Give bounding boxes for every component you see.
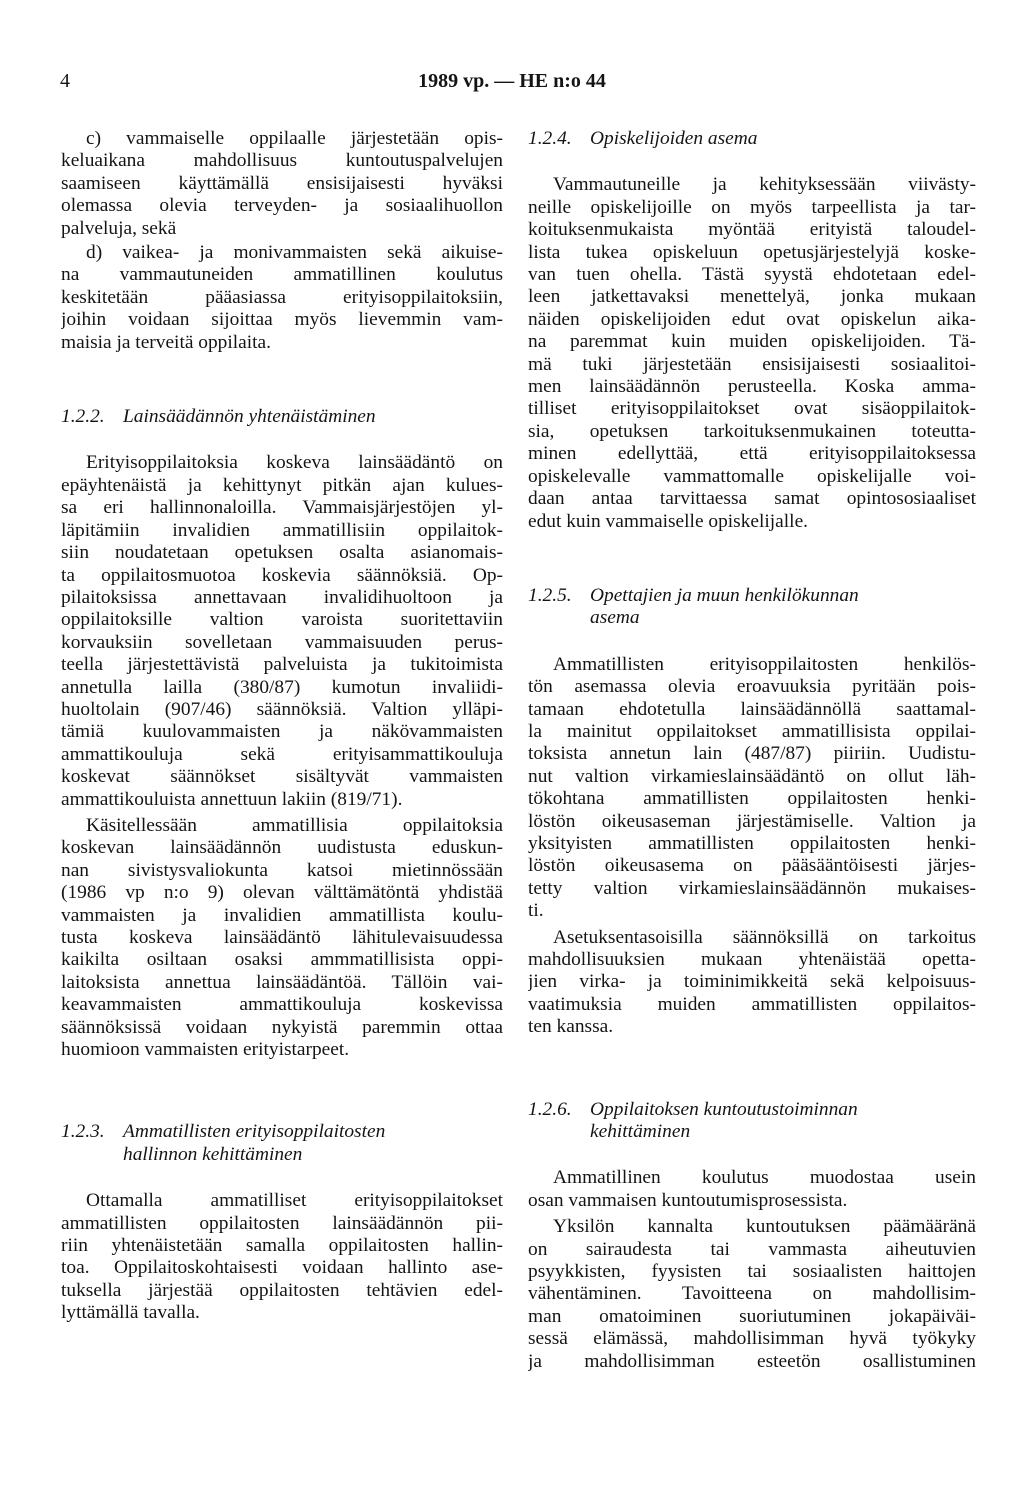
paragraph — [61, 1190, 503, 1324]
text-line: la mainitut oppilaitokset ammatillisista oppilai- — [528, 720, 976, 742]
text-line: Ammatillisten erityisoppilaitosten henkilös- — [553, 653, 976, 675]
text-line: keluaikana mahdollisuus kuntoutuspalvelujen — [61, 150, 503, 172]
text-line: saamiseen käyttämällä ensisijaisesti hyväksi — [61, 172, 503, 194]
paragraph — [528, 174, 976, 533]
left-column — [61, 128, 503, 1325]
text-line: toa. Oppilaitoskohtaisesti voidaan hallinto ase- — [61, 1257, 503, 1279]
text-line: Yksilön kannalta kuntoutuksen päämääränä — [553, 1216, 976, 1238]
text-line: ten kanssa. — [528, 1016, 614, 1038]
text-line: minen edellyttää, että erityisoppilaitoksessa — [528, 443, 976, 465]
text-line: tamaan ehdotetulla lainsäädännöllä saattamal- — [528, 698, 976, 720]
text-line: lista tukea opiskeluun opetusjärjestelyjä koske- — [528, 241, 976, 263]
text-line: korvauksiin sovelletaan vammaisuuden perus- — [61, 631, 503, 653]
text-line: (1986 vp n:o 9) olevan välttämätöntä yhdistää — [61, 882, 503, 904]
section-number: 1.2.5. — [528, 584, 572, 606]
list-item-c — [61, 128, 503, 150]
text-line: oppilaitoksille valtion varoista suoritettaviin — [61, 609, 503, 631]
text-line: man omatoiminen suoriutuminen jokapäiväi- — [528, 1305, 976, 1327]
text-line: tuksella järjestää oppilaitosten tehtävien edel- — [61, 1279, 503, 1301]
text-line: ammattikouluista annettuun lakiin (819/71). — [61, 788, 403, 810]
text-line: ta oppilaitosmuotoa koskevia säännöksiä. Op- — [61, 564, 503, 586]
text-line: ammattikouluja sekä erityisammattikouluja — [61, 743, 503, 765]
text-line: c) vammaiselle oppilaalle järjestetään opis- — [86, 128, 503, 149]
text-line: vähentäminen. Tavoitteena on mahdollisim- — [528, 1283, 976, 1305]
section-number: 1.2.6. — [528, 1098, 572, 1120]
text-line: vammaisten ja invalidien ammatillista koulu- — [61, 904, 503, 926]
text-line: löstön oikeusasema on pääsääntöisesti järjes- — [528, 855, 976, 877]
text-line: daan antaa tarvittaessa samat opintososiaaliset — [528, 488, 976, 510]
text-line: mahdollisuuksien mukaan yhtenäistää opetta- — [528, 949, 976, 970]
text-line: Käsitellessään ammatillisia oppilaitoksia — [86, 814, 503, 836]
text-line: koskevan lainsäädännön uudistusta eduskun- — [61, 837, 503, 859]
text-line: nan sivistysvaliokunta katsoi mietinnössään — [61, 859, 503, 881]
paragraph — [528, 654, 976, 923]
section-title: Ammatillisten erityisoppilaitosten — [123, 1121, 386, 1143]
text-line: tökohtana ammatillisten oppilaitosten henki- — [528, 788, 976, 810]
text-line: Vammautuneille ja kehityksessään viivästy- — [553, 174, 976, 196]
section-title-line2: asema — [590, 607, 640, 629]
text-line: tämiä kuulovammaisten ja näkövammaisten — [61, 721, 503, 743]
section-number: 1.2.4. — [528, 128, 572, 149]
text-line: riin yhtenäistetään samalla oppilaitosten hallin- — [61, 1235, 503, 1257]
text-line: tön asemassa olevia eroavuuksia pyritään pois- — [528, 676, 976, 698]
paragraph — [528, 927, 976, 1039]
text-line: epäyhtenäistä ja kehittynyt pitkän ajan kulues- — [61, 474, 503, 496]
section-heading-1-2-6 — [528, 1099, 976, 1121]
text-line: edut kuin vammaiselle opiskelijalle. — [528, 510, 809, 532]
text-line: neille opiskelijoille on myös tarpeellista ja tar- — [528, 196, 976, 218]
text-line: teella järjestettävistä palveluista ja tukitoimista — [61, 654, 503, 676]
section-number: 1.2.3. — [61, 1121, 105, 1143]
text-line: osan vammaisen kuntoutumisprosessista. — [528, 1189, 848, 1211]
text-line: Erityisoppilaitoksia koskeva lainsäädäntö on — [86, 452, 503, 474]
text-line: koituksenmukaista myöntää erityistä taloudel- — [528, 219, 976, 241]
text-line: siin noudatetaan opetuksen osalta asianomais- — [61, 542, 503, 564]
section-title: Lainsäädännön yhtenäistäminen — [123, 406, 376, 428]
text-line: huomioon vammaisten erityistarpeet. — [61, 1039, 350, 1061]
text-line: löstön oikeusaseman järjestämiselle. Valtion ja — [528, 810, 976, 832]
section-number: 1.2.2. — [61, 406, 105, 428]
text-line: vaatimuksia muiden ammatillisten oppilaitos- — [528, 993, 976, 1015]
text-line: huoltolain (907/46) säännöksiä. Valtion ylläpi- — [61, 698, 503, 720]
text-line: ammatillisten oppilaitosten lainsäädännön pii- — [61, 1212, 503, 1234]
text-line: na paremmat kuin muiden opiskelijoiden. Tä- — [528, 331, 976, 353]
page-number: 4 — [60, 70, 70, 92]
section-title-line2: hallinnon kehittäminen — [123, 1143, 303, 1165]
section-heading-1-2-3 — [61, 1121, 503, 1143]
text-line: olemassa olevia terveyden- ja sosiaalihuollon — [61, 195, 503, 217]
text-line: palveluja, sekä — [61, 217, 177, 239]
text-line: Ammatillinen koulutus muodostaa usein — [553, 1167, 976, 1189]
text-line: ti. — [528, 900, 544, 922]
text-line: koskevat säännökset sisältyvät vammaisten — [61, 766, 503, 788]
text-line: opiskelevalle vammattomalle opiskelijalle voi- — [528, 465, 976, 487]
text-line: van tuen ohella. Tästä syystä ehdotetaan edel- — [528, 264, 976, 286]
text-line: na vammautuneiden ammatillinen koulutus — [61, 264, 503, 286]
list-item-d — [61, 242, 503, 264]
paragraph — [528, 1216, 976, 1373]
text-line: psyykkisten, fyysisten tai sosiaalisten haittojen — [528, 1261, 976, 1283]
text-line: lyttämällä tavalla. — [61, 1302, 200, 1324]
text-line: laitoksista annettua lainsäädäntöä. Tällöin vai- — [61, 971, 503, 993]
text-line: tilliset erityisoppilaitokset ovat sisäoppilaitok- — [528, 398, 976, 420]
text-line: sa eri hallinnonaloilla. Vammaisjärjestöjen yl- — [61, 497, 503, 519]
text-line: men lainsäädännön perusteella. Koska amma- — [528, 376, 976, 398]
text-line: sia, opetuksen tarkoituksenmukainen toteutta- — [528, 420, 976, 442]
section-title-line2: kehittäminen — [590, 1121, 691, 1143]
text-line: jien virka- ja toiminimikkeitä sekä kelpoisuus- — [528, 971, 976, 993]
text-line: Ottamalla ammatilliset erityisoppilaitokset — [86, 1190, 503, 1212]
text-line: näiden opiskelijoiden edut ovat opiskelun aika- — [528, 308, 976, 330]
section-title: Opiskelijoiden asema — [590, 128, 758, 149]
text-line: joihin voidaan sijoittaa myös lievemmin vam- — [61, 309, 503, 331]
right-column — [528, 128, 976, 1373]
text-line: nut valtion virkamieslainsäädäntö on ollut läh- — [528, 765, 976, 787]
text-line: sessä elämässä, mahdollisimman hyvä työkyky — [528, 1328, 976, 1350]
paragraph — [528, 1167, 976, 1212]
text-line: pilaitoksissa annettavaan invalidihuoltoon ja — [61, 586, 503, 608]
text-line: ja mahdollisimman esteetön osallistuminen — [528, 1350, 976, 1372]
text-line: annetulla lailla (380/87) kumotun invaliidi- — [61, 676, 503, 698]
text-line: tusta koskeva lainsäädäntö lähitulevaisuudessa — [61, 927, 503, 948]
text-line: säännöksissä voidaan nykyistä paremmin ottaa — [61, 1016, 503, 1038]
text-line: d) vaikea- ja monivammaisten sekä aikuise- — [86, 242, 503, 264]
text-line: keskitetään pääasiassa erityisoppilaitoksiin, — [61, 286, 503, 308]
section-heading-1-2-2 — [61, 406, 503, 428]
text-line: yksityisten ammatillisten oppilaitosten henki- — [528, 832, 976, 854]
text-line: maisia ja terveitä oppilaita. — [61, 331, 271, 353]
text-line: keavammaisten ammattikouluja koskevissa — [61, 994, 503, 1016]
paragraph — [61, 815, 503, 1061]
text-line: toksista annetun lain (487/87) piiriin. Uudistu- — [528, 743, 976, 765]
section-heading-1-2-4 — [528, 128, 976, 150]
section-title: Oppilaitoksen kuntoutustoiminnan — [590, 1098, 858, 1120]
text-line: leen jatkettavaksi menettelyä, jonka mukaan — [528, 286, 976, 308]
running-head: 1989 vp. — HE n:o 44 — [418, 70, 606, 92]
text-line: on sairaudesta tai vammasta aiheutuvien — [528, 1238, 976, 1260]
text-line: Asetuksentasoisilla säännöksillä on tarkoitus — [553, 926, 976, 948]
section-heading-1-2-5 — [528, 585, 976, 607]
paragraph — [61, 452, 503, 811]
text-line: kaikilta osiltaan osaksi ammmatillisista oppi- — [61, 949, 503, 971]
text-line: mä tuki järjestetään ensisijaisesti sosiaalitoi- — [528, 353, 976, 375]
text-line: tetty valtion virkamieslainsäädännön mukaises- — [528, 877, 976, 899]
text-line: läpitämiin invalidien ammatillisiin oppilaitok- — [61, 519, 503, 541]
section-title: Opettajien ja muun henkilökunnan — [590, 584, 859, 606]
